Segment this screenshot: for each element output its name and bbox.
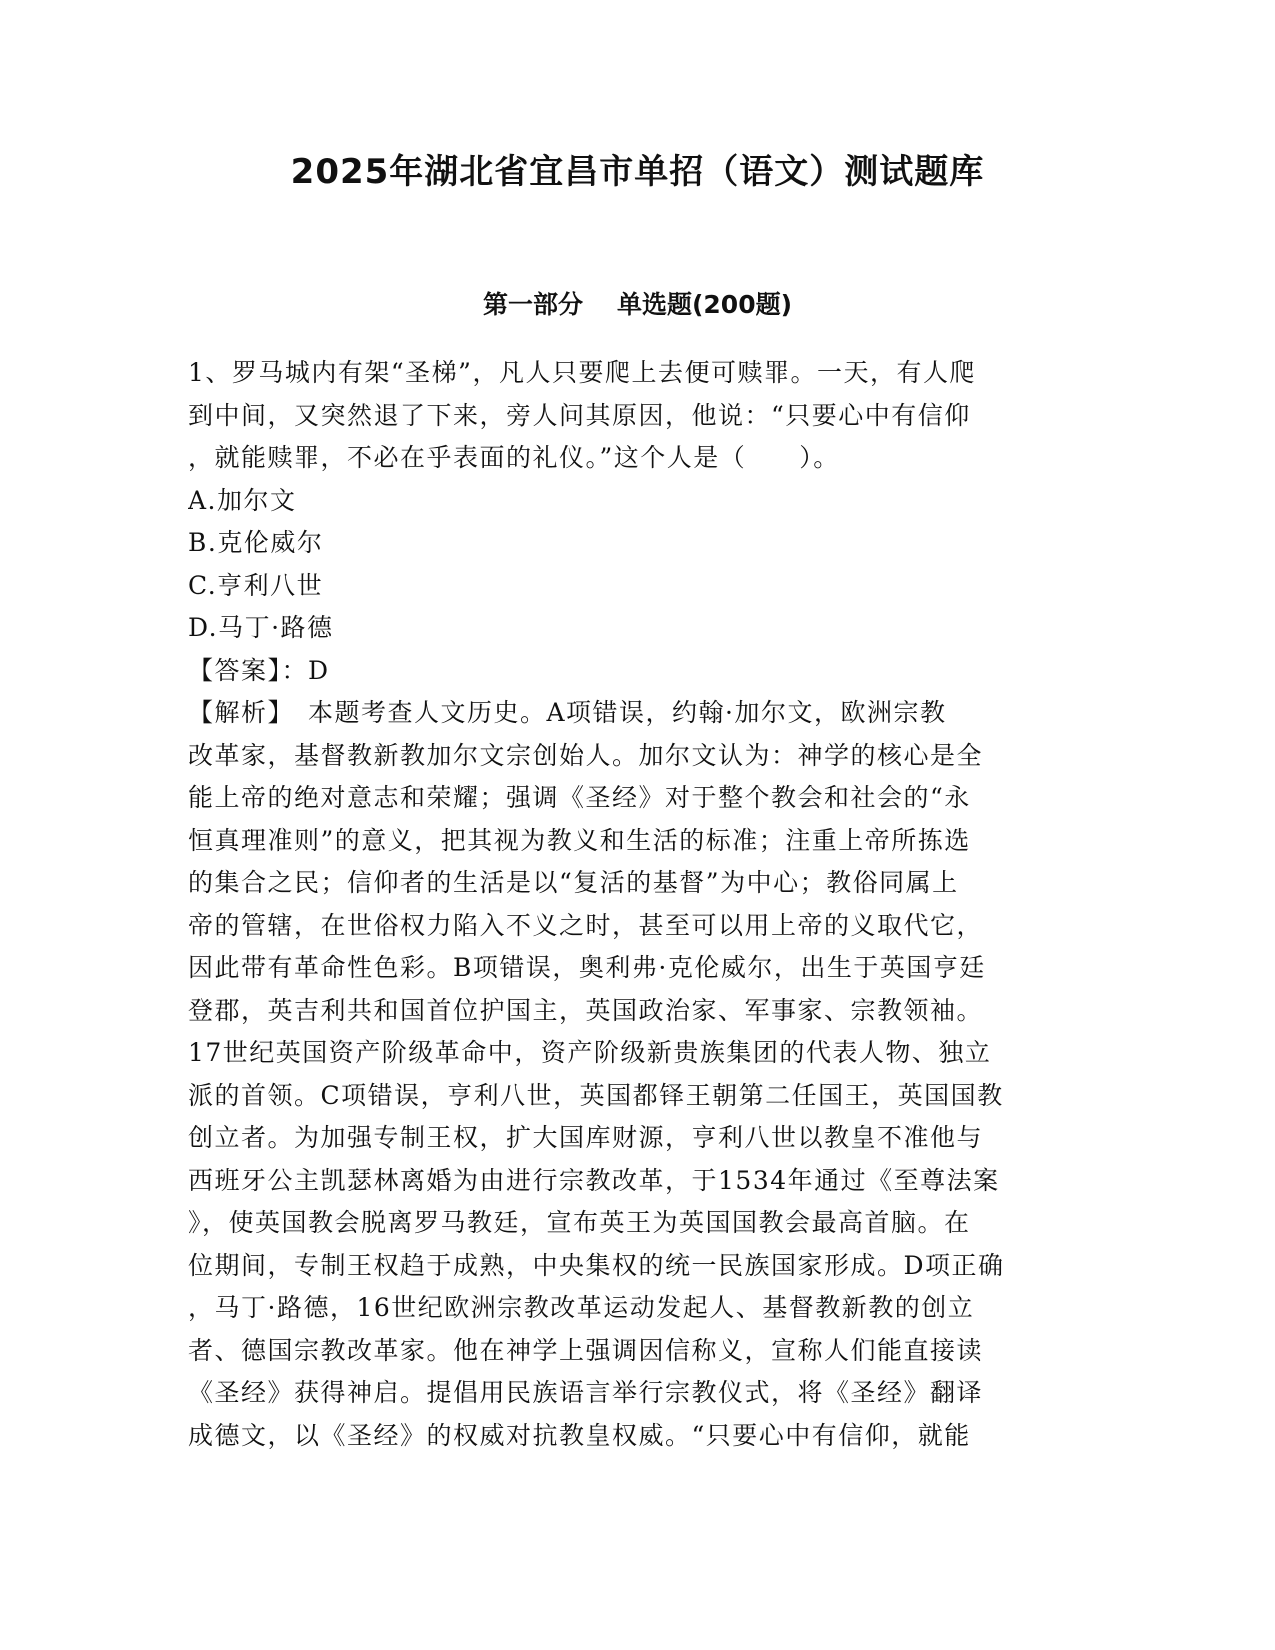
analysis-line: 能上帝的绝对意志和荣耀；强调《圣经》对于整个教会和社会的“永 bbox=[188, 783, 971, 812]
analysis-line: 《圣经》获得神启。提倡用民族语言举行宗教仪式，将《圣经》翻译 bbox=[188, 1378, 984, 1407]
analysis-line: 改革家，基督教新教加尔文宗创始人。加尔文认为：神学的核心是全 bbox=[188, 740, 984, 770]
analysis-line: 登郡，英吉利共和国首位护国主，英国政治家、军事家、宗教领袖。 bbox=[188, 995, 984, 1025]
analysis-line: 西班牙公主凯瑟林离婚为由进行宗教改革，于1534年通过《至尊法案 bbox=[188, 1165, 1000, 1195]
analysis-line: 者、德国宗教改革家。他在神学上强调因信称义，宣称人们能直接读 bbox=[188, 1335, 984, 1365]
document-title: 2025年湖北省宜昌市单招（语文）测试题库 bbox=[290, 152, 985, 192]
question-stem-line: ，就能赎罪，不必在乎表面的礼仪。”这个人是（ ）。 bbox=[188, 443, 840, 472]
analysis-line: ，马丁·路德，16世纪欧洲宗教改革运动发起人、基督教新教的创立 bbox=[188, 1293, 975, 1322]
question-stem-line: 到中间，又突然退了下来，旁人问其原因，他说：“只要心中有信仰 bbox=[188, 400, 971, 430]
section-part-label: 第一部分 bbox=[482, 290, 583, 319]
section-type-label: 单选题(200题) bbox=[616, 290, 793, 319]
option-d: D.马丁·路德 bbox=[188, 613, 334, 642]
analysis-line: 》，使英国教会脱离罗马教廷，宣布英王为英国国教会最高首脑。在 bbox=[188, 1208, 971, 1237]
analysis-line: 17世纪英国资产阶级革命中，资产阶级新贵族集团的代表人物、独立 bbox=[188, 1038, 992, 1067]
analysis-line: 的集合之民；信仰者的生活是以“复活的基督”为中心；教俗同属上 bbox=[188, 868, 959, 897]
analysis-line: 【解析】 本题考查人文历史。A项错误，约翰·加尔文，欧洲宗教 bbox=[188, 698, 947, 727]
analysis-line: 创立者。为加强专制王权，扩大国库财源，亨利八世以教皇不准他与 bbox=[188, 1123, 984, 1152]
answer-line: 【答案】：D bbox=[188, 655, 330, 685]
question-stem-line: 1、罗马城内有架“圣梯”，凡人只要爬上去便可赎罪。一天，有人爬 bbox=[188, 358, 976, 387]
option-b: B.克伦威尔 bbox=[188, 528, 324, 557]
option-c: C.亨利八世 bbox=[188, 570, 324, 600]
section-heading bbox=[0, 288, 1275, 322]
question-block bbox=[188, 352, 1088, 1457]
analysis-line: 位期间，专制王权趋于成熟，中央集权的统一民族国家形成。D项正确 bbox=[188, 1250, 1005, 1280]
option-a: A.加尔文 bbox=[188, 485, 297, 515]
analysis-line: 帝的管辖，在世俗权力陷入不义之时，甚至可以用上帝的义取代它， bbox=[188, 910, 984, 940]
analysis-line: 因此带有革命性色彩。B项错误，奥利弗·克伦威尔，出生于英国亨廷 bbox=[188, 953, 986, 982]
analysis-line: 派的首领。C项错误，亨利八世，英国都铎王朝第二任国王，英国国教 bbox=[188, 1080, 1004, 1110]
analysis-line: 恒真理准则”的意义，把其视为教义和生活的标准；注重上帝所拣选 bbox=[188, 825, 971, 855]
analysis-line: 成德文，以《圣经》的权威对抗教皇权威。“只要心中有信仰，就能 bbox=[188, 1420, 971, 1450]
